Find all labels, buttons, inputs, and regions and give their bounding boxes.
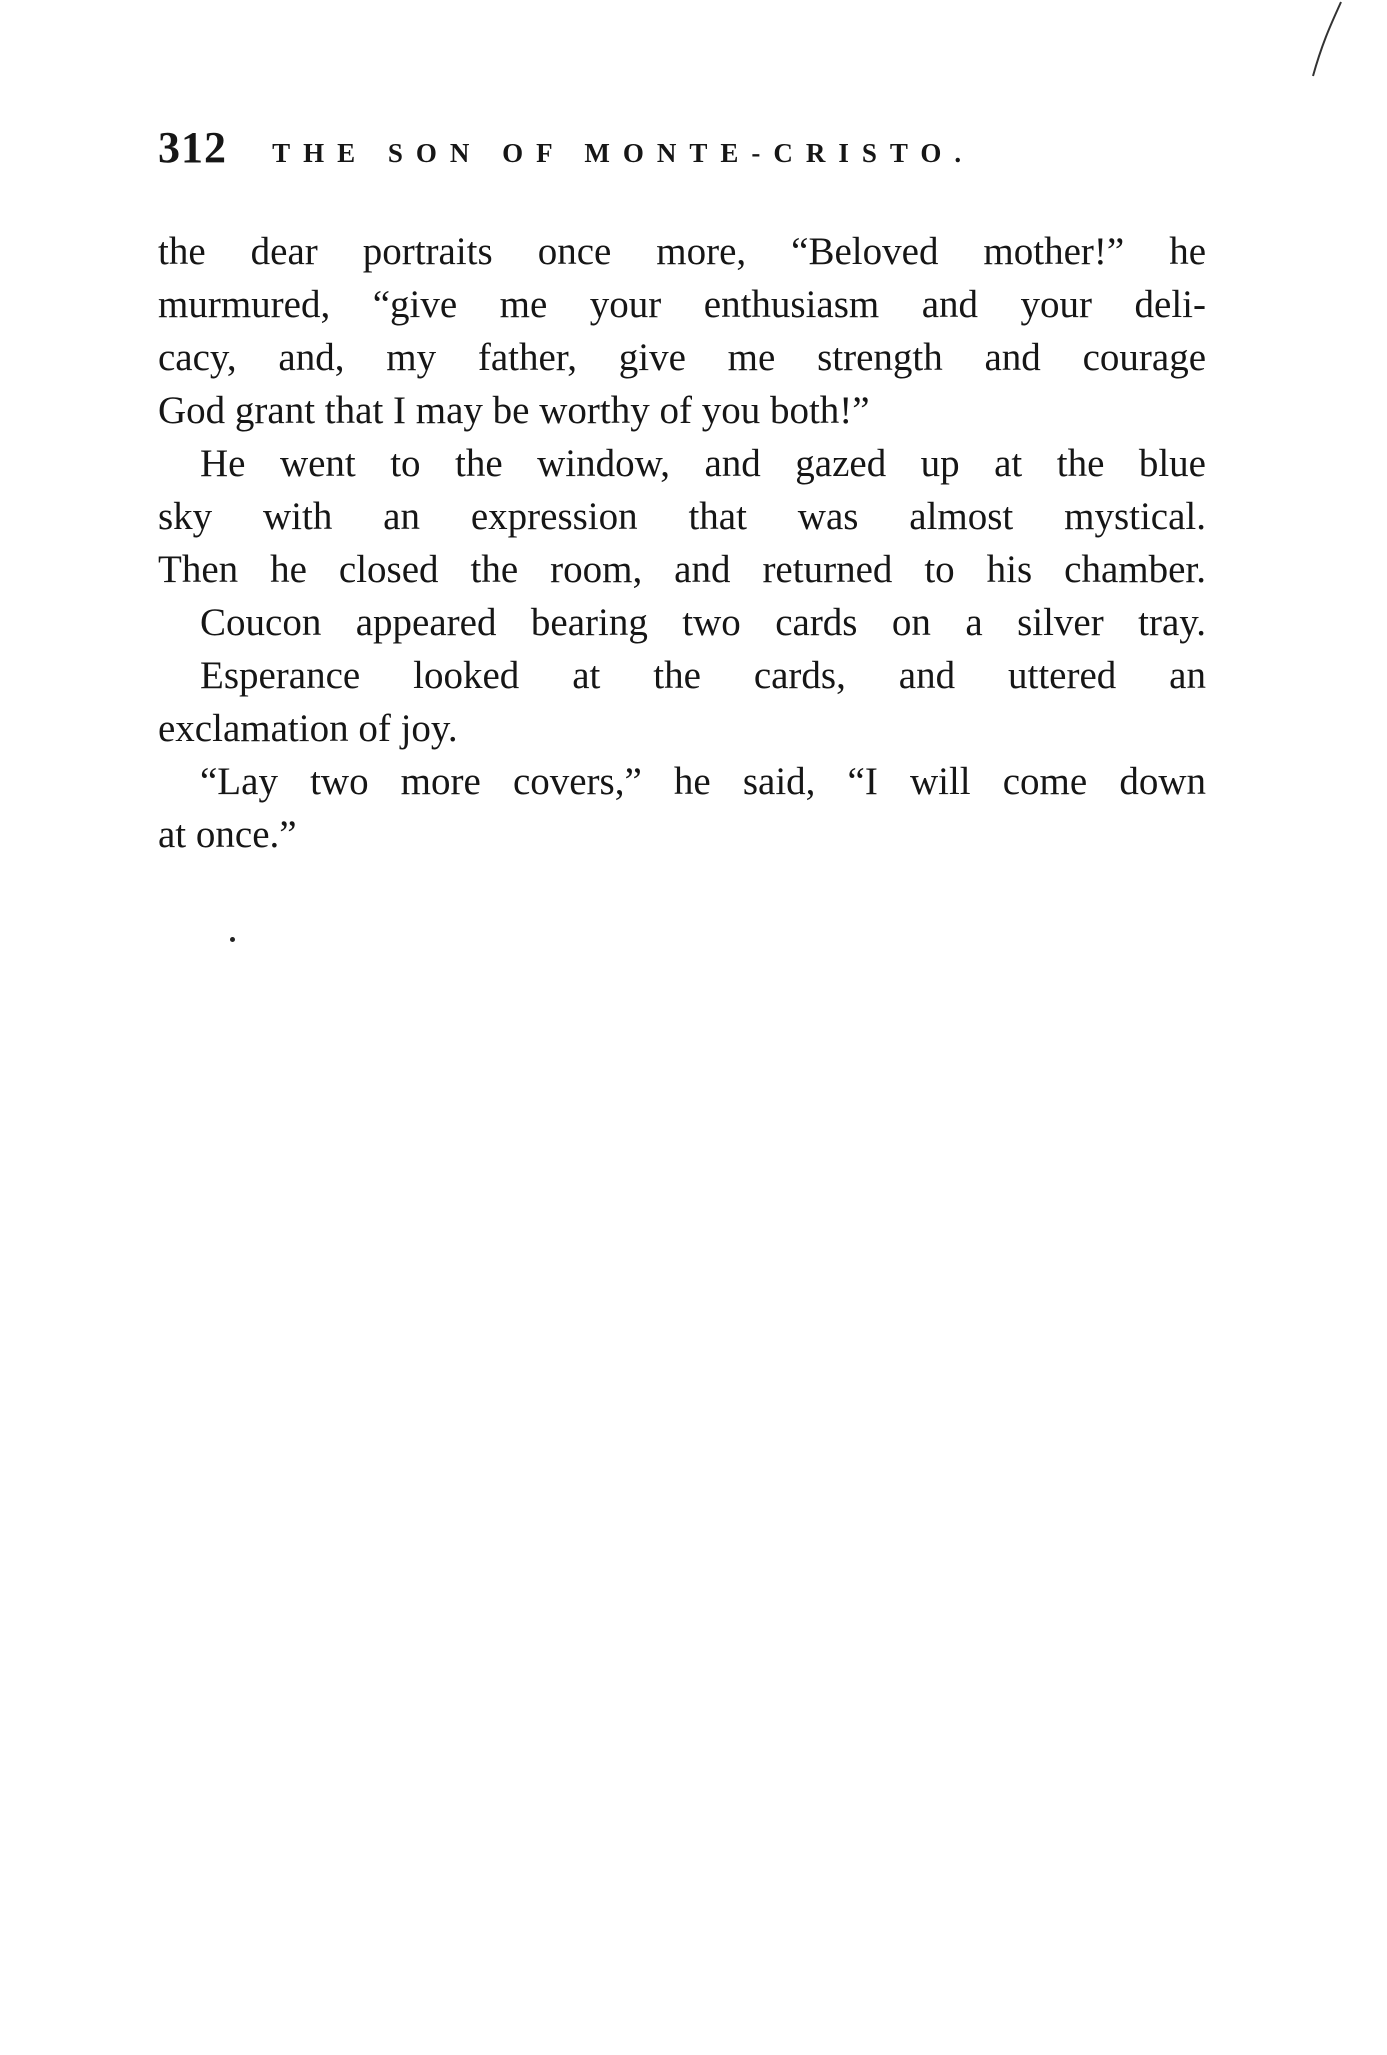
text-line: Esperance looked at the cards, and uttered an	[200, 654, 1206, 697]
text-line: Then he closed the room, and returned to his chamber.	[158, 548, 1206, 591]
paragraph	[158, 649, 1206, 755]
text-line: at once.”	[158, 813, 297, 856]
text-line: “Lay two more covers,” he said, “I will come down	[200, 760, 1206, 803]
paragraph	[158, 437, 1206, 596]
text-line: Coucon appeared bearing two cards on a silver tray.	[200, 601, 1206, 644]
text-line: the dear portraits once more, “Beloved mother!” he	[158, 230, 1206, 273]
pencil-mark	[1305, 0, 1345, 80]
text-line: exclamation of joy.	[158, 707, 458, 750]
paragraph	[158, 225, 1206, 437]
text-line: He went to the window, and gazed up at the blue	[200, 442, 1206, 485]
text-line: sky with an expression that was almost mystical.	[158, 495, 1206, 538]
text-line: murmured, “give me your enthusiasm and your deli-	[158, 283, 1206, 326]
page-number: 312	[158, 123, 227, 172]
paragraph	[158, 596, 1206, 649]
text-line: God grant that I may be worthy of you both!”	[158, 389, 870, 432]
text-line: cacy, and, my father, give me strength and courage	[158, 336, 1206, 379]
paragraph	[158, 755, 1206, 861]
running-head	[158, 122, 1218, 172]
running-title: THE SON OF MONTE-CRISTO.	[272, 138, 975, 168]
body-text	[158, 225, 1206, 861]
ink-speck	[230, 937, 235, 942]
